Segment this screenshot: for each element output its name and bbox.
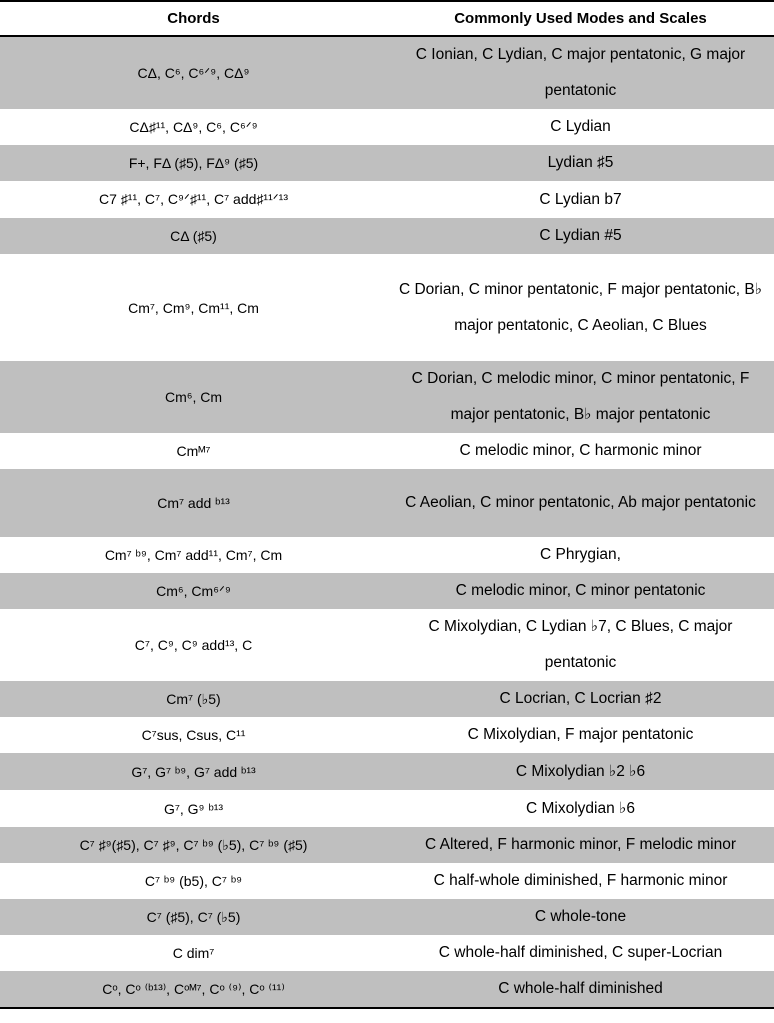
table-row (0, 537, 774, 573)
scales-cell: C Locrian, C Locrian ♯2 (387, 681, 774, 717)
chords-header: Chords (0, 1, 387, 36)
chord-cell: G⁷, G⁷ ᵇ⁹, G⁷ add ᵇ¹³ (0, 753, 387, 790)
table-row (0, 109, 774, 145)
scales-cell: Lydian ♯5 (387, 145, 774, 181)
chord-cell: Cm⁷ ᵇ⁹, Cm⁷ add¹¹, Cm⁷, Cm (104, 547, 283, 563)
scales-cell: C Mixolydian, C Lydian ♭7, C Blues, C major pentatonic (428, 618, 733, 671)
scales-cell: C Mixolydian ♭6 (526, 799, 635, 817)
chord-cell: C⁷, C⁹, C⁹ add¹³, C (134, 637, 253, 653)
table-row (0, 36, 774, 109)
scales-cell: C whole-tone (387, 899, 774, 935)
scales-header: Commonly Used Modes and Scales (387, 1, 774, 36)
table-row (0, 469, 774, 537)
chord-cell: CΔ (♯5) (0, 218, 387, 254)
table-body (0, 36, 774, 1008)
table-row (0, 145, 774, 181)
table-row (0, 753, 774, 790)
table-row (0, 181, 774, 218)
table-row (0, 717, 774, 753)
chord-cell: C7 ♯¹¹, C⁷, C⁹ᐟ♯¹¹, C⁷ add♯¹¹ᐟ¹³ (99, 191, 288, 207)
scales-cell: C Dorian, C minor pentatonic, F major pentatonic, B♭ major pentatonic, C Aeolian, C Blues (398, 280, 763, 334)
scales-cell: C Lydian #5 (387, 218, 774, 254)
chord-cell: G⁷, G⁹ ᵇ¹³ (163, 800, 224, 817)
table-row (0, 573, 774, 609)
table-row (0, 790, 774, 827)
chord-cell: C⁷ (♯5), C⁷ (♭5) (0, 899, 387, 935)
chord-cell: Cᵒ, Cᵒ ⁽ᵇ¹³⁾, Cᵒᴹ⁷, Cᵒ ⁽⁹⁾, Cᵒ ⁽¹¹⁾ (0, 971, 387, 1008)
table-row (0, 609, 774, 681)
chord-cell: Cm⁷ add ᵇ¹³ (0, 469, 387, 537)
table-row (0, 899, 774, 935)
table-row (0, 863, 774, 899)
table-row (0, 433, 774, 469)
table-row (0, 935, 774, 971)
scales-cell: C whole-half diminished, C super-Locrian (438, 944, 723, 961)
scales-cell: C Lydian (550, 118, 611, 135)
scales-cell: C Aeolian, C minor pentatonic, Ab major pentatonic (387, 469, 774, 537)
chord-cell: CΔ, C⁶, C⁶ᐟ⁹, CΔ⁹ (0, 36, 387, 109)
scales-cell: C Dorian, C melodic minor, C minor pentatonic, F major pentatonic, B♭ major pentatonic (387, 361, 774, 433)
chord-cell: Cm⁶, Cm⁶ᐟ⁹ (0, 573, 387, 609)
scales-cell: C Phrygian, (540, 546, 621, 563)
chord-cell: Cm⁷ (♭5) (0, 681, 387, 717)
table-row (0, 681, 774, 717)
table-row (0, 218, 774, 254)
scales-cell: C Altered, F harmonic minor, F melodic minor (387, 827, 774, 863)
chord-cell: F+, FΔ (♯5), FΔ⁹ (♯5) (0, 145, 387, 181)
chord-cell: C⁷sus, Csus, C¹¹ (141, 727, 246, 743)
table-row (0, 971, 774, 1008)
scales-cell: C melodic minor, C minor pentatonic (387, 573, 774, 609)
table-row (0, 827, 774, 863)
chord-cell: Cmᴹ⁷ (176, 443, 211, 459)
chord-cell: CΔ♯¹¹, CΔ⁹, C⁶, C⁶ᐟ⁹ (129, 118, 258, 135)
scales-cell: C Mixolydian, F major pentatonic (467, 726, 694, 743)
table-row (0, 361, 774, 433)
chord-cell: C⁷ ᵇ⁹ (b5), C⁷ ᵇ⁹ (144, 873, 243, 889)
scales-cell: C Ionian, C Lydian, C major pentatonic, G major pentatonic (387, 36, 774, 109)
scales-cell: C melodic minor, C harmonic minor (459, 442, 702, 459)
chord-cell: Cm⁷, Cm⁹, Cm¹¹, Cm (128, 299, 259, 316)
scales-cell: C half-whole diminished, F harmonic minor (433, 872, 728, 889)
chord-cell: C dim⁷ (172, 945, 215, 961)
header-row (0, 1, 774, 36)
table-row (0, 254, 774, 361)
scales-cell: C whole-half diminished (387, 971, 774, 1008)
scales-cell: C Lydian b7 (539, 190, 622, 208)
chord-cell: Cm⁶, Cm (0, 361, 387, 433)
scales-cell: C Mixolydian ♭2 ♭6 (387, 753, 774, 790)
chord-cell: C⁷ ♯⁹(♯5), C⁷ ♯⁹, C⁷ ᵇ⁹ (♭5), C⁷ ᵇ⁹ (♯5) (0, 827, 387, 863)
